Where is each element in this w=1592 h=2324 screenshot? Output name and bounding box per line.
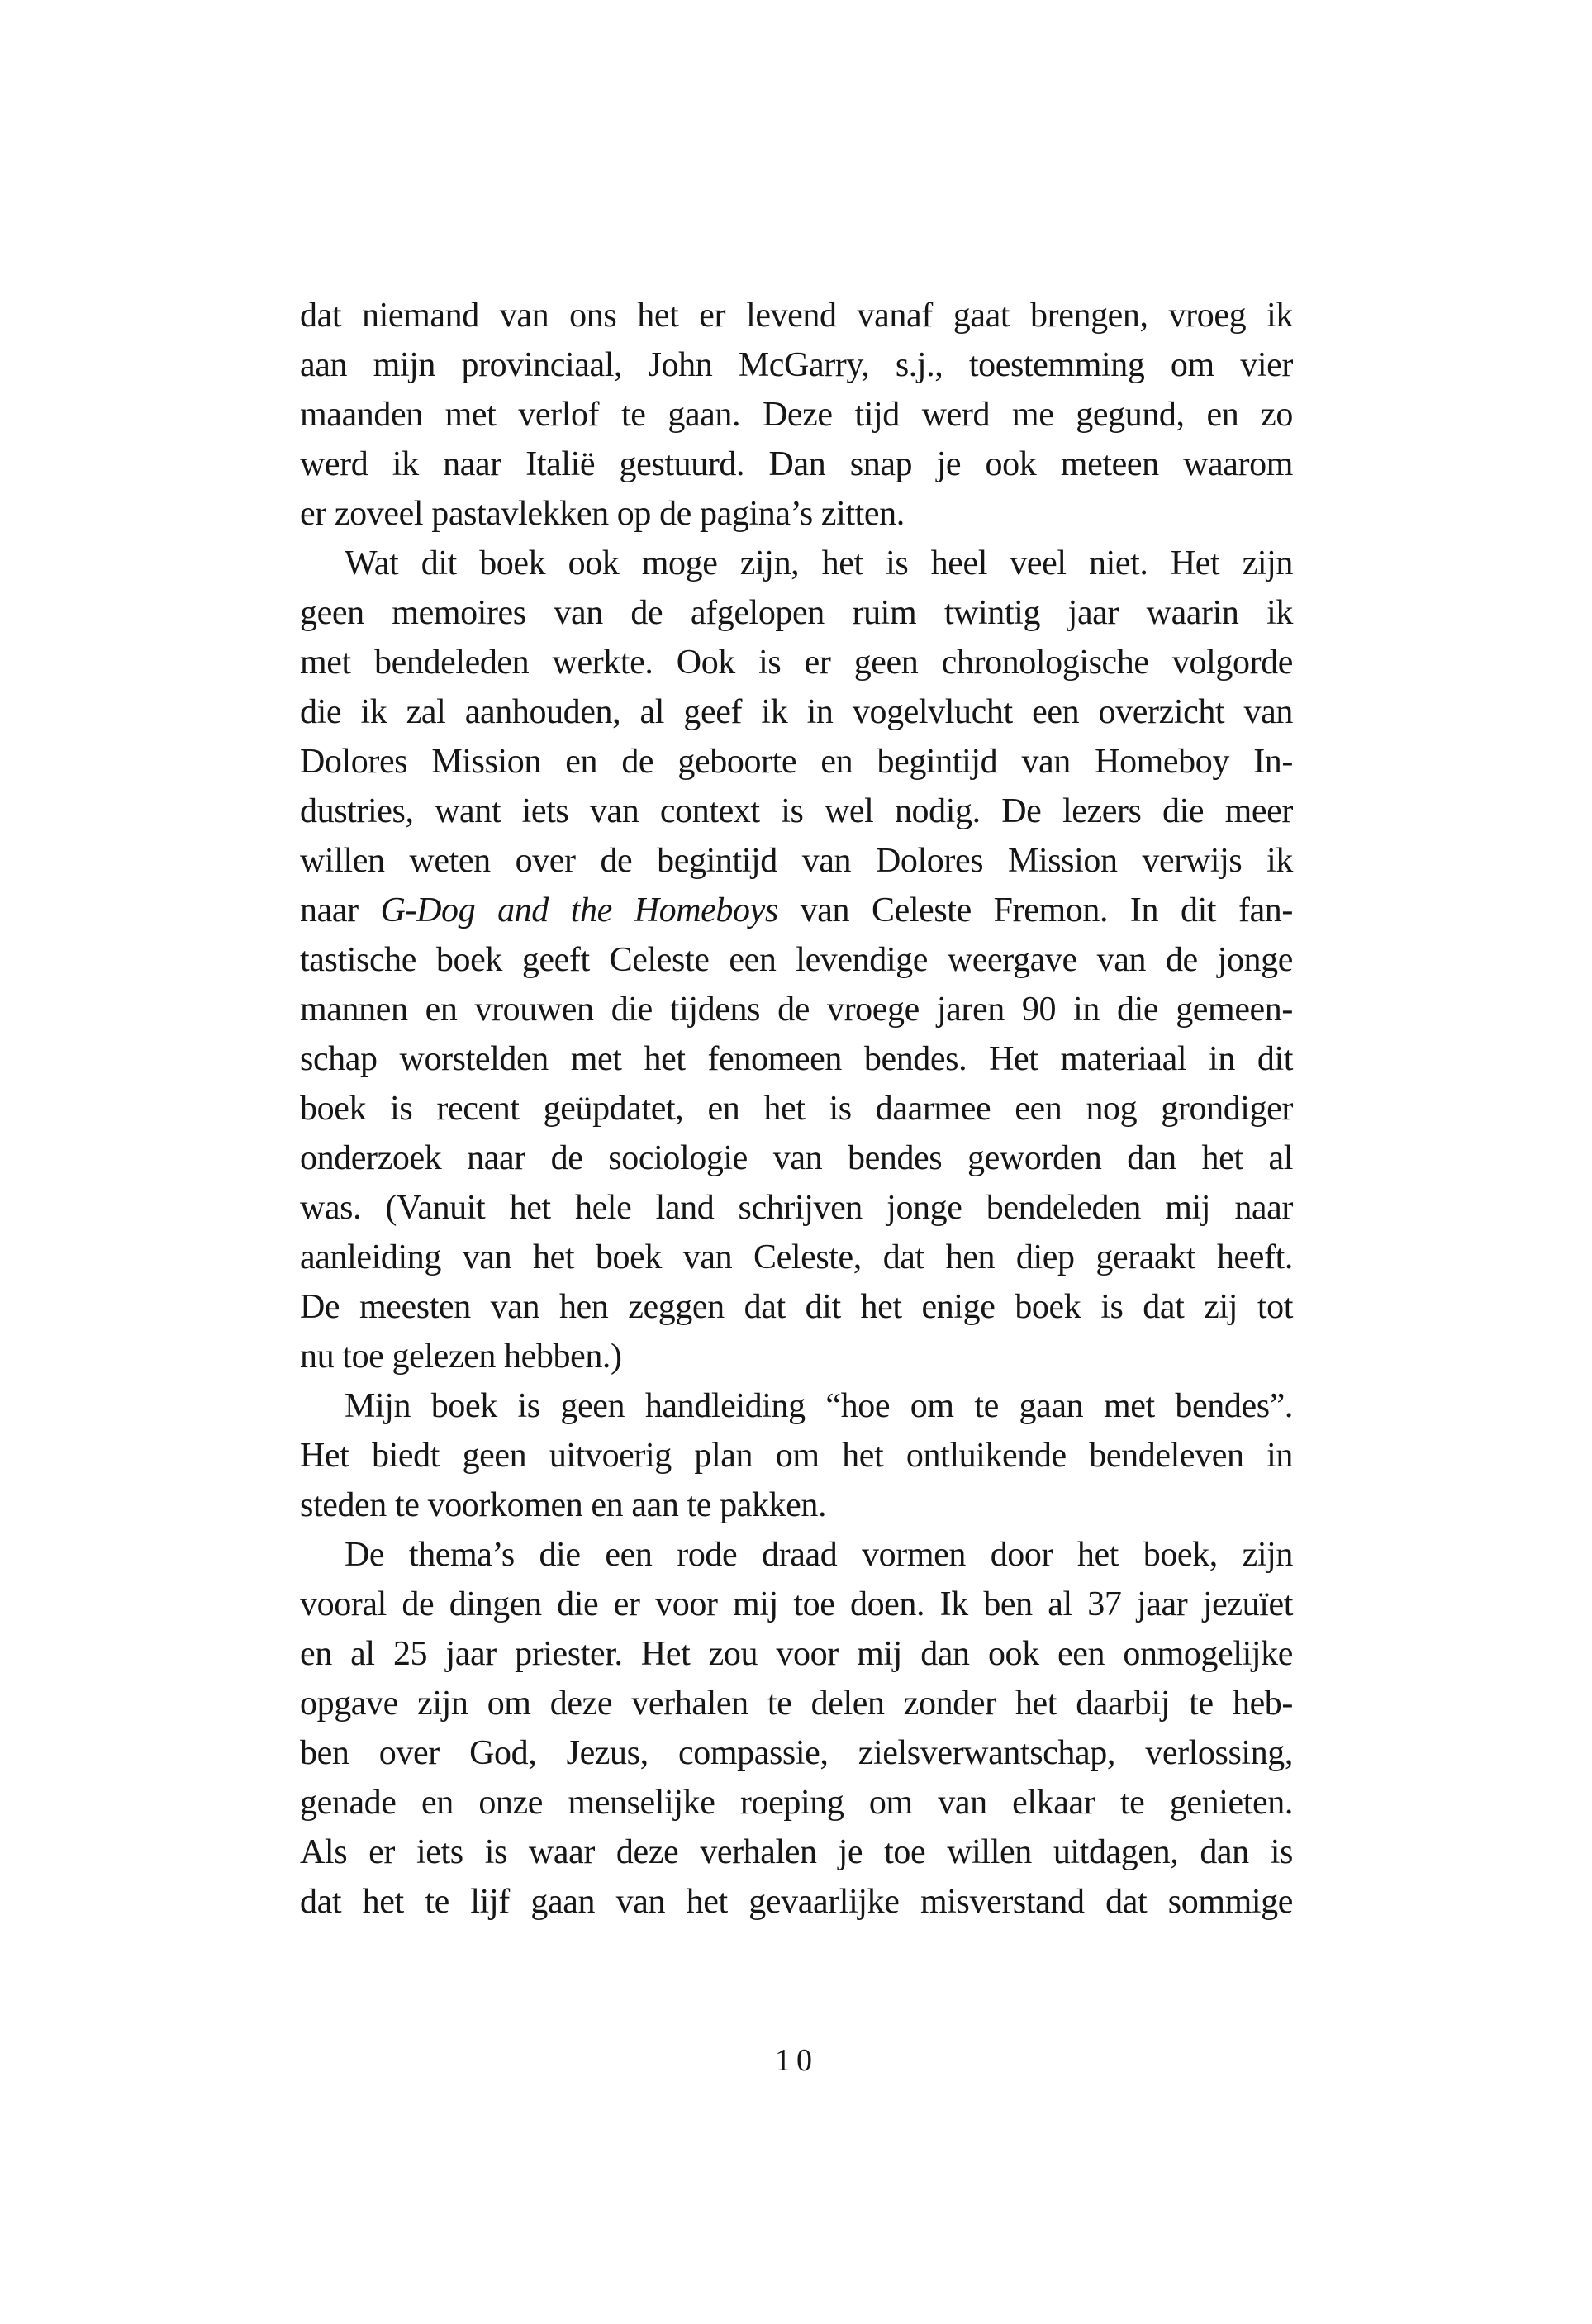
text-line xyxy=(300,1034,1293,1084)
text-line xyxy=(300,1332,1293,1381)
text-line xyxy=(300,539,1293,588)
text-segment: er zoveel pastavlekken op de pagina’s zitten. xyxy=(300,495,905,533)
text-line xyxy=(300,638,1293,687)
text-line xyxy=(300,1183,1293,1233)
text-line xyxy=(300,1580,1293,1629)
text-segment: aanleiding van het boek van Celeste, dat hen diep geraakt heeft. xyxy=(300,1238,1293,1276)
text-segment: Mijn boek is geen handleiding “hoe om te gaan met bendes”. xyxy=(345,1387,1293,1425)
text-line xyxy=(300,1133,1293,1183)
text-segment: De thema’s die een rode draad vormen door het boek, zijn xyxy=(345,1536,1293,1574)
text-segment: boek is recent geüpdatet, en het is daarmee een nog grondiger xyxy=(300,1090,1293,1128)
text-line xyxy=(300,737,1293,787)
text-segment: willen weten over de begintijd van Dolores Mission verwijs ik xyxy=(300,842,1293,880)
text-segment: vooral de dingen die er voor mij toe doen. Ik ben al 37 jaar jezuïet xyxy=(300,1585,1293,1623)
text-line xyxy=(300,291,1293,340)
text-segment: De meesten van hen zeggen dat dit het enige boek is dat zij tot xyxy=(300,1288,1293,1326)
text-segment: dat niemand van ons het er levend vanaf gaat brengen, vroeg ik xyxy=(300,297,1293,335)
text-segment: nu toe gelezen hebben.) xyxy=(300,1338,622,1376)
text-segment: Als er iets is waar deze verhalen je toe willen uitdagen, dan is xyxy=(300,1833,1293,1871)
text-segment: en al 25 jaar priester. Het zou voor mij dan ook een onmogelijke xyxy=(300,1635,1293,1673)
text-segment: geen memoires van de afgelopen ruim twintig jaar waarin ik xyxy=(300,594,1293,632)
page-number: 10 xyxy=(775,2043,818,2078)
text-segment: mannen en vrouwen die tijdens de vroege jaren 90 in die gemeen- xyxy=(300,991,1293,1029)
text-segment: van Celeste Fremon. In dit fan- xyxy=(777,891,1293,929)
text-line xyxy=(300,1480,1293,1530)
text-line xyxy=(300,390,1293,440)
text-line xyxy=(300,1282,1293,1332)
text-line xyxy=(300,1381,1293,1431)
text-line xyxy=(300,1679,1293,1728)
text-line xyxy=(300,1778,1293,1827)
text-segment: onderzoek naar de sociologie van bendes geworden dan het al xyxy=(300,1139,1293,1177)
text-segment: naar xyxy=(300,891,381,929)
text-segment: steden te voorkomen en aan te pakken. xyxy=(300,1486,827,1524)
text-line xyxy=(300,1530,1293,1580)
text-line xyxy=(300,1728,1293,1778)
text-line xyxy=(300,1233,1293,1282)
text-line xyxy=(300,340,1293,390)
text-line xyxy=(300,1629,1293,1679)
text-line xyxy=(300,1084,1293,1133)
text-segment: Het biedt geen uitvoerig plan om het ontluikende bendeleven in xyxy=(300,1437,1293,1475)
text-segment: ben over God, Jezus, compassie, zielsverwantschap, verlossing, xyxy=(300,1734,1293,1772)
page-text xyxy=(300,291,1293,1927)
text-segment: genade en onze menselijke roeping om van elkaar te genieten. xyxy=(300,1784,1293,1822)
text-segment: schap worstelden met het fenomeen bendes. Het materiaal in dit xyxy=(300,1040,1293,1078)
text-segment: dustries, want iets van context is wel nodig. De lezers die meer xyxy=(300,792,1293,830)
text-line xyxy=(300,935,1293,985)
text-line xyxy=(300,1431,1293,1480)
text-segment: werd ik naar Italië gestuurd. Dan snap je ook meteen waarom xyxy=(300,445,1293,483)
text-line xyxy=(300,985,1293,1034)
text-line xyxy=(300,836,1293,886)
text-line xyxy=(300,886,1293,935)
italic-book-title: G-Dog and the Homeboys xyxy=(380,891,778,929)
text-segment: met bendeleden werkte. Ook is er geen chronologische volgorde xyxy=(300,644,1293,682)
text-segment: aan mijn provinciaal, John McGarry, s.j., toestemming om vier xyxy=(300,346,1293,384)
text-segment: Dolores Mission en de geboorte en begintijd van Homeboy In- xyxy=(300,743,1293,781)
text-segment: opgave zijn om deze verhalen te delen zonder het daarbij te heb- xyxy=(300,1685,1293,1723)
text-segment: dat het te lijf gaan van het gevaarlijke misverstand dat sommige xyxy=(300,1883,1293,1921)
text-line xyxy=(300,489,1293,539)
text-line xyxy=(300,687,1293,737)
text-line xyxy=(300,588,1293,638)
text-line xyxy=(300,1827,1293,1877)
text-segment: die ik zal aanhouden, al geef ik in vogelvlucht een overzicht van xyxy=(300,693,1293,731)
text-segment: tastische boek geeft Celeste een levendige weergave van de jonge xyxy=(300,941,1293,979)
text-line xyxy=(300,787,1293,836)
text-segment: Wat dit boek ook moge zijn, het is heel veel niet. Het zijn xyxy=(345,544,1293,582)
text-segment: was. (Vanuit het hele land schrijven jonge bendeleden mij naar xyxy=(300,1189,1293,1227)
text-line xyxy=(300,440,1293,489)
text-line xyxy=(300,1877,1293,1927)
text-segment: maanden met verlof te gaan. Deze tijd werd me gegund, en zo xyxy=(300,396,1293,434)
